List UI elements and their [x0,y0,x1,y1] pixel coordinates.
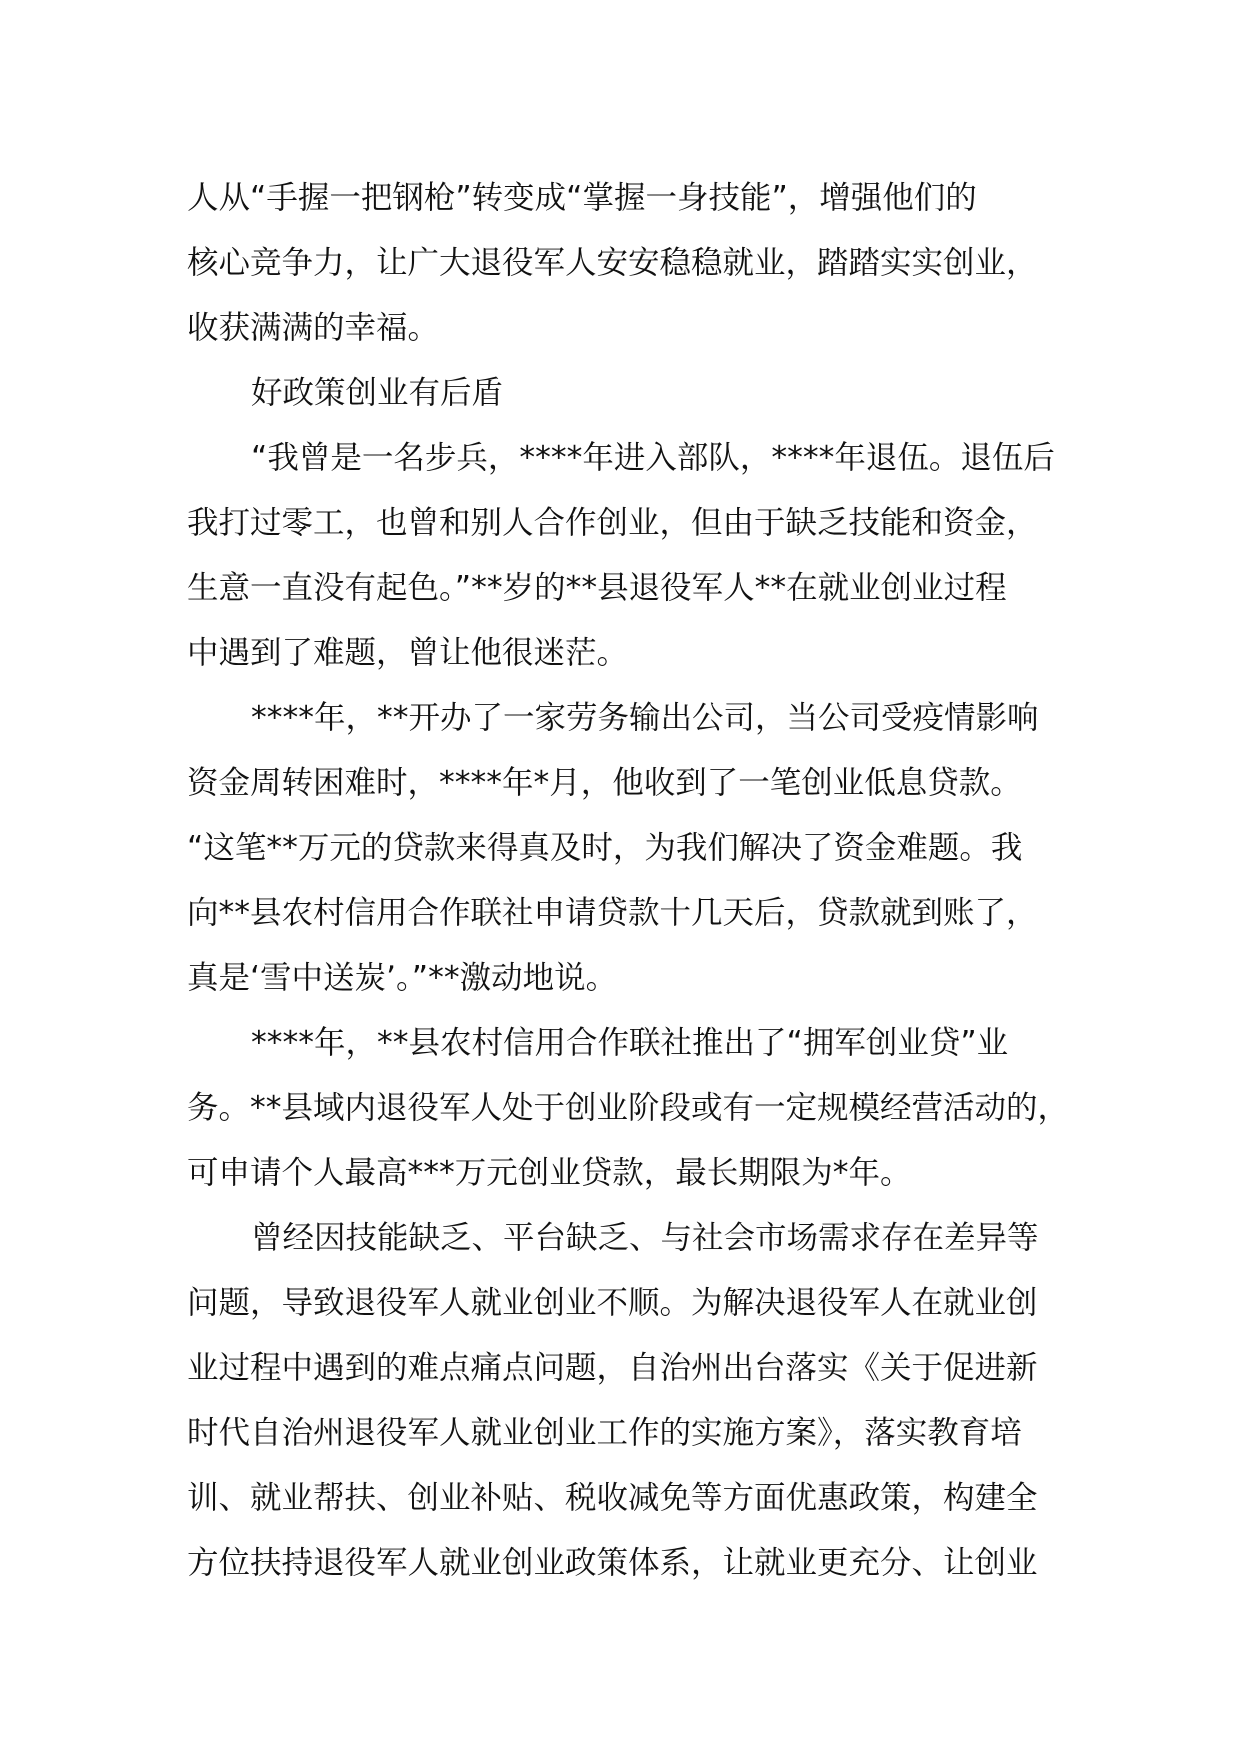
text-line: 真是‘雪中送炭’。”**激动地说。 [187,960,618,996]
text-line: 问题，导致退役军人就业创业不顺。为解决退役军人在就业创 [187,1285,1038,1321]
text-line: 生意一直没有起色。”**岁的**县退役军人**在就业创业过程 [187,570,1007,606]
text-line: ****年，**开办了一家劳务输出公司，当公司受疫情影响 [251,700,1039,736]
text-line: 人从“手握一把钢枪”转变成“掌握一身技能”，增强他们的 [187,180,977,216]
text-line: 我打过零工，也曾和别人合作创业，但由于缺乏技能和资金， [187,505,1038,541]
text-line: 时代自治州退役军人就业创业工作的实施方案》，落实教育培 [187,1415,1022,1451]
document-body [187,166,1077,1596]
text-line: 资金周转困难时，****年*月，他收到了一笔创业低息贷款。 [187,765,1022,801]
text-line: 曾经因技能缺乏、平台缺乏、与社会市场需求存在差异等 [251,1220,1039,1256]
text-line: 收获满满的幸福。 [187,310,440,346]
text-line: 向**县农村信用合作联社申请贷款十几天后，贷款就到账了， [187,895,1038,931]
section-heading: 好政策创业有后盾 [251,375,504,411]
text-line: 训、就业帮扶、创业补贴、税收减免等方面优惠政策，构建全 [187,1480,1038,1516]
text-line: “我曾是一名步兵，****年进入部队，****年退伍。退伍后 [251,440,1055,476]
text-line: “这笔**万元的贷款来得真及时，为我们解决了资金难题。我 [187,830,1023,866]
text-line: 业过程中遇到的难点痛点问题，自治州出台落实《关于促进新 [187,1350,1038,1386]
text-line: 务。**县域内退役军人处于创业阶段或有一定规模经营活动的， [187,1090,1070,1126]
text-line: 中遇到了难题，曾让他很迷茫。 [187,635,629,671]
text-line: 方位扶持退役军人就业创业政策体系，让就业更充分、让创业 [187,1545,1038,1581]
text-line: 核心竞争力，让广大退役军人安安稳稳就业，踏踏实实创业， [187,245,1038,281]
text-line: 可申请个人最高***万元创业贷款，最长期限为*年。 [187,1155,912,1191]
text-line: ****年，**县农村信用合作联社推出了“拥军创业贷”业 [251,1025,1009,1061]
